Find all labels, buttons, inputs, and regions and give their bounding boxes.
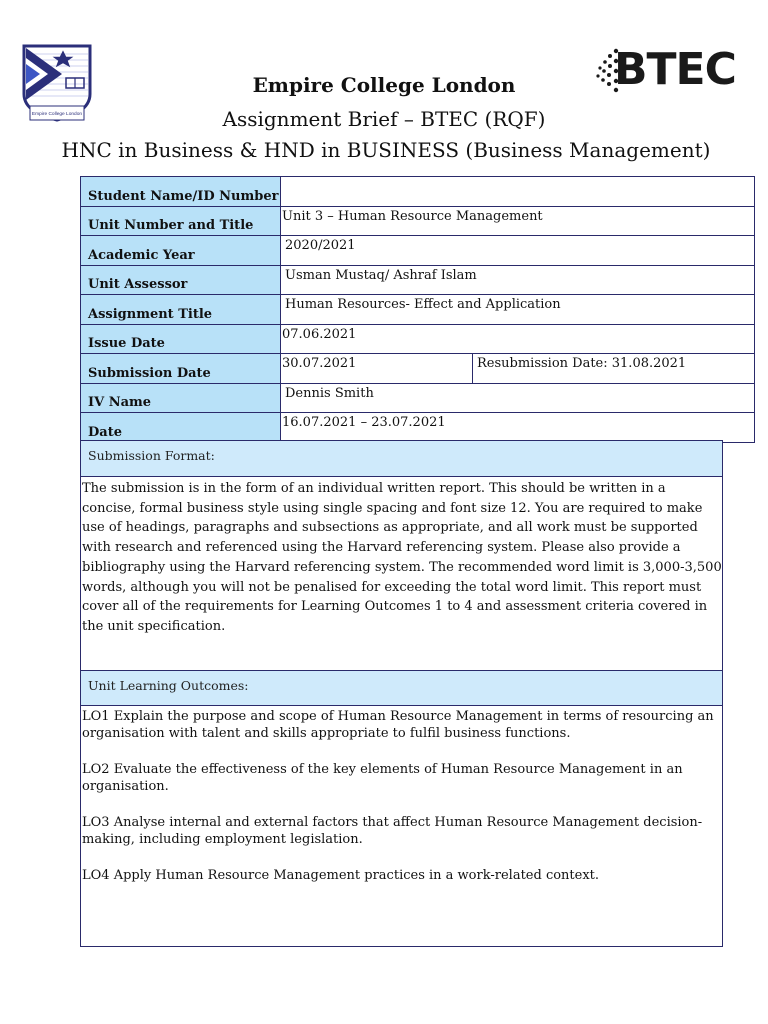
unit-assessor-value: Usman Mustaq/ Ashraf Islam xyxy=(281,265,755,295)
learning-outcome-item: LO4 Apply Human Resource Management practices in a work-related context. xyxy=(82,868,600,883)
row-label: IV Name xyxy=(81,383,281,413)
table-row xyxy=(81,413,755,443)
learning-outcomes-list xyxy=(81,706,722,884)
row-label: Date xyxy=(81,413,281,443)
submission-format-heading: Submission Format: xyxy=(81,441,722,477)
learning-outcome-item: LO3 Analyse internal and external factors that affect Human Resource Management decision-making, including employment legislation. xyxy=(82,815,703,847)
table-row xyxy=(81,295,755,325)
academic-year-value: 2020/2021 xyxy=(281,236,755,266)
table-row xyxy=(81,236,755,266)
assignment-info-table xyxy=(80,176,755,443)
student-name-value xyxy=(281,177,755,207)
table-row xyxy=(81,324,755,354)
submission-format-section xyxy=(81,477,722,670)
brief-title: Assignment Brief – BTEC (RQF) xyxy=(222,107,546,131)
table-row xyxy=(81,206,755,236)
table-row xyxy=(81,383,755,413)
logo-left-label: Empire College London xyxy=(31,112,83,117)
row-label: Issue Date xyxy=(81,324,281,354)
learning-outcome-item: LO1 Explain the purpose and scope of Human Resource Management in terms of resourcing an organisation with talent and skills appropriate to fulfil business functions. xyxy=(82,709,714,741)
table-row xyxy=(81,354,755,384)
table-row xyxy=(81,265,755,295)
college-title: Empire College London xyxy=(252,73,516,97)
date-range-value: 16.07.2021 – 23.07.2021 xyxy=(281,413,755,443)
learning-outcome-item: LO2 Evaluate the effectiveness of the key elements of Human Resource Management in an organisation. xyxy=(82,762,683,794)
row-label: Submission Date xyxy=(81,354,281,384)
unit-title-value: Unit 3 – Human Resource Management xyxy=(281,206,755,236)
learning-outcomes-heading: Unit Learning Outcomes: xyxy=(81,670,722,706)
row-label: Student Name/ID Number xyxy=(81,177,281,207)
row-label: Assignment Title xyxy=(81,295,281,325)
assignment-title-value: Human Resources- Effect and Application xyxy=(281,295,755,325)
submission-date-value: 30.07.2021 xyxy=(281,354,473,384)
row-label: Unit Number and Title xyxy=(81,206,281,236)
iv-name-value: Dennis Smith xyxy=(281,383,755,413)
resubmission-date-value: Resubmission Date: 31.08.2021 xyxy=(473,354,755,384)
submission-format-text: The submission is in the form of an individual written report. This should be written in a concise, formal business style using single spacing and font size 12. You are required to make use of headings, paragraphs and subsections as appropriate, and all work must be supported with research and referenced using the Harvard referencing system. Please also provide a bibliography using the Harvard referencing system. The recommended word limit is 3,000-3,500 words, although you will not be penalised for exceeding the total word limit. This report must cover all of the requirements for Learning Outcomes 1 to 4 and assessment criteria covered in the unit specification. xyxy=(82,481,722,634)
brief-content-box xyxy=(80,440,723,947)
table-row xyxy=(81,177,755,207)
row-label: Academic Year xyxy=(81,236,281,266)
row-label: Unit Assessor xyxy=(81,265,281,295)
btec-logo: BTEC xyxy=(614,44,736,95)
issue-date-value: 07.06.2021 xyxy=(281,324,755,354)
programme-title: HNC in Business & HND in BUSINESS (Business Management) xyxy=(61,138,711,162)
